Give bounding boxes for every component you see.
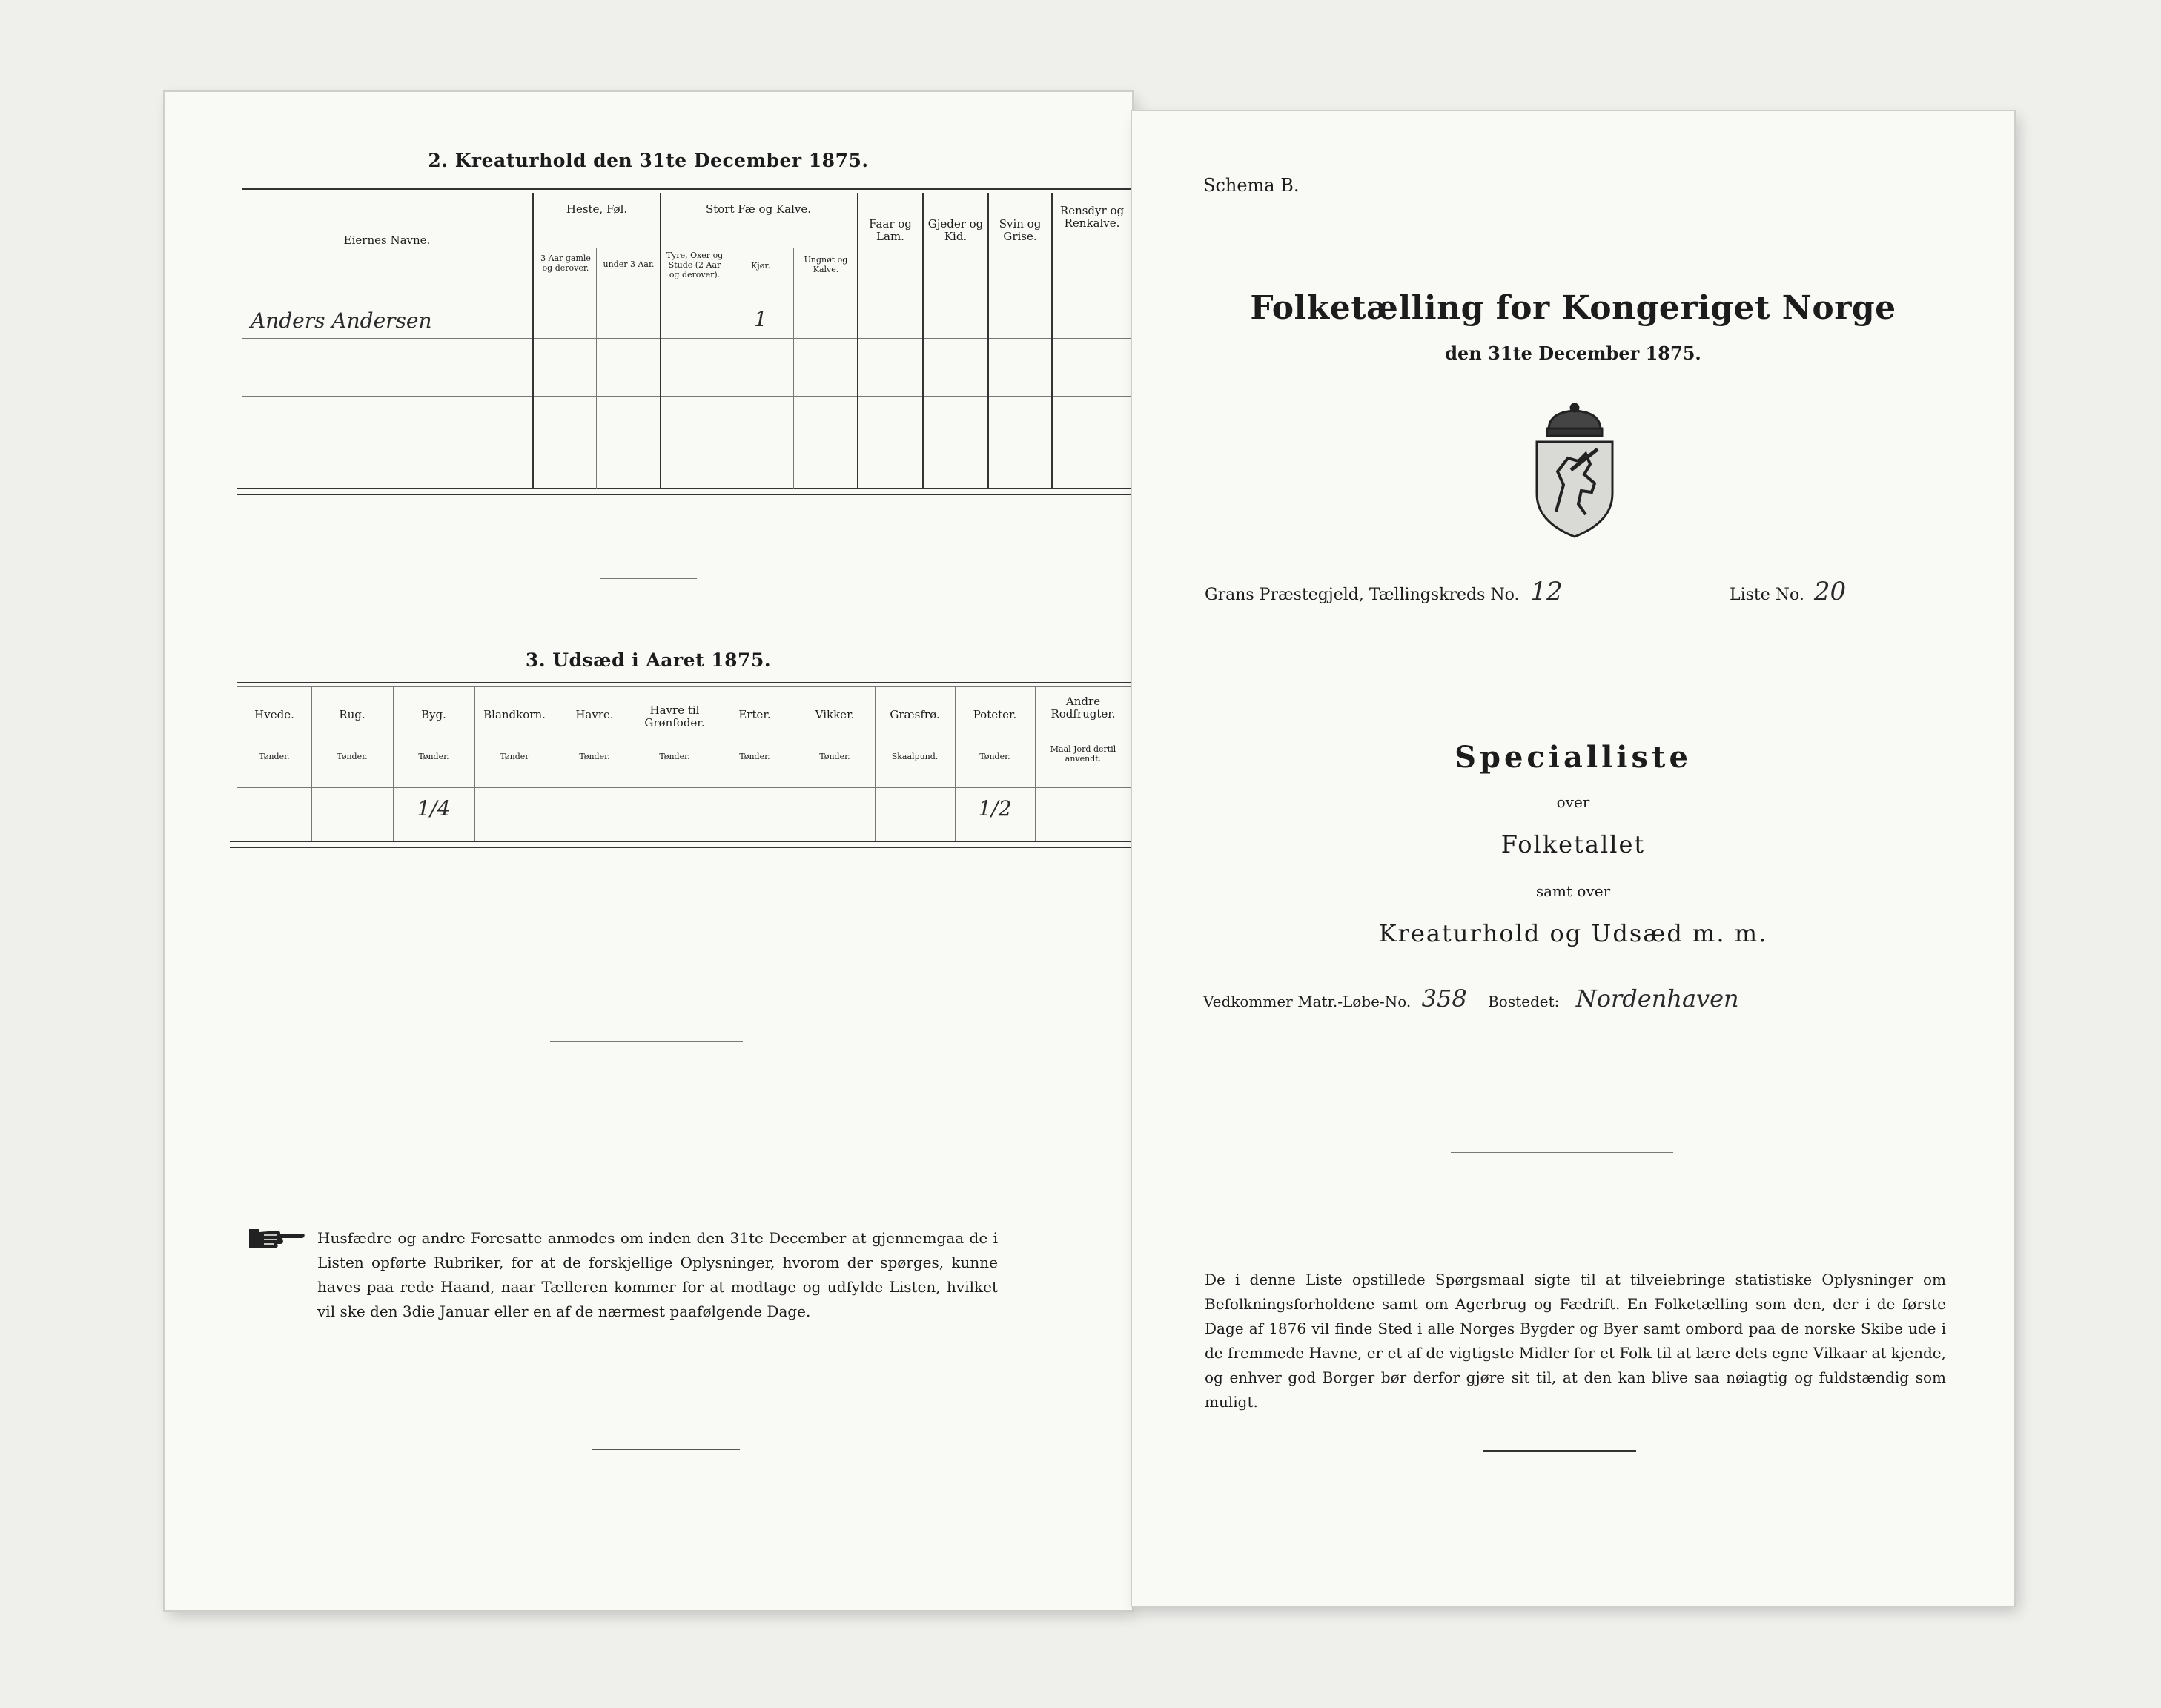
col-cattle-sub1: Tyre, Oxer og Stude (2 Aar og derover). xyxy=(666,251,724,280)
seed-col-unit: Tønder. xyxy=(739,752,770,761)
seed-value-byg: 1/4 xyxy=(417,796,451,821)
cows-cell: 1 xyxy=(754,307,767,331)
list-line xyxy=(1730,577,1846,606)
over-label: over xyxy=(1556,793,1590,811)
list-label: Liste No. xyxy=(1730,586,1804,604)
col-reindeer-header: Rensdyr og Renkalve. xyxy=(1059,204,1125,231)
pointing-hand-icon xyxy=(248,1225,305,1254)
owner-name-cell: Anders Andersen xyxy=(251,308,432,333)
table-rule xyxy=(793,248,794,489)
district-number: 12 xyxy=(1530,577,1563,606)
table-rule xyxy=(242,188,1131,190)
seed-col-unit: Tønder. xyxy=(979,752,1010,761)
table-rule xyxy=(237,488,1131,489)
seed-col-unit: Tønder. xyxy=(579,752,610,761)
separator xyxy=(550,1041,743,1042)
col-horses-sub2: under 3 Aar. xyxy=(603,259,655,269)
table-rule xyxy=(532,193,534,489)
seed-col-unit: Tønder xyxy=(500,752,529,761)
table-rule xyxy=(660,193,661,489)
seed-col-unit: Tønder. xyxy=(659,752,690,761)
seed-col-name: Hvede. xyxy=(254,708,294,721)
seed-col-name: Havre. xyxy=(575,708,614,721)
seed-col-unit: Tønder. xyxy=(259,752,290,761)
table-rule xyxy=(237,686,1131,687)
seed-col-name: Poteter. xyxy=(973,708,1017,721)
bostedet-value: Nordenhaven xyxy=(1575,984,1739,1013)
col-sheep-header: Faar og Lam. xyxy=(869,217,912,244)
table-rule xyxy=(237,682,1131,683)
table-rule xyxy=(230,847,1131,848)
seed-col-name: Blandkorn. xyxy=(483,708,546,721)
seed-col-name: Vikker. xyxy=(815,708,855,721)
seed-col-unit: Tønder. xyxy=(819,752,850,761)
col-cattle-sub3: Ungnøt og Kalve. xyxy=(804,255,848,275)
left-page xyxy=(165,92,1132,1610)
samt-over-label: samt over xyxy=(1535,882,1611,900)
table-rule xyxy=(237,494,1131,495)
specialliste-heading: Specialliste xyxy=(1455,740,1692,775)
seed-col-unit: Tønder. xyxy=(337,752,368,761)
col-cattle-header: Stort Fæ og Kalve. xyxy=(705,202,812,216)
parish-line xyxy=(1205,577,1563,606)
seed-value-poteter: 1/2 xyxy=(978,796,1012,821)
separator xyxy=(1483,1450,1636,1452)
seed-col-name: Andre Rodfrugter. xyxy=(1050,695,1116,721)
separator xyxy=(592,1449,740,1450)
seed-col-name: Græsfrø. xyxy=(890,708,940,721)
separator xyxy=(600,578,697,579)
table-rule xyxy=(237,787,1131,788)
right-page xyxy=(1132,111,2014,1606)
schema-label: Schema B. xyxy=(1203,175,1300,196)
seed-col-unit: Skaalpund. xyxy=(891,752,939,761)
seed-col-name: Rug. xyxy=(339,708,365,721)
seed-col-name: Byg. xyxy=(421,708,446,721)
seed-col-unit: Maal Jord dertil anvendt. xyxy=(1050,744,1116,764)
seed-col-unit: Tønder. xyxy=(418,752,449,761)
bostedet-label: Bostedet: xyxy=(1488,993,1560,1010)
col-owner-header: Eiernes Navne. xyxy=(343,234,431,247)
col-pigs-header: Svin og Grise. xyxy=(999,217,1042,244)
seed-col-name: Havre til Grønfoder. xyxy=(644,704,705,730)
col-cattle-sub2: Kjør. xyxy=(751,261,770,271)
livestock-section-title: 2. Kreaturhold den 31te December 1875. xyxy=(428,150,869,171)
col-horses-sub1: 3 Aar gamle og derover. xyxy=(540,254,591,274)
matr-label: Vedkommer Matr.-Løbe-No. xyxy=(1203,993,1412,1010)
parish-label: Grans Præstegjeld, Tællingskreds No. xyxy=(1205,586,1520,604)
folketallet-heading: Folketallet xyxy=(1500,830,1646,858)
census-date: den 31te December 1875. xyxy=(1445,342,1701,364)
col-goats-header: Gjeder og Kid. xyxy=(927,217,984,244)
coat-of-arms-icon xyxy=(1526,403,1623,544)
footer-text: De i denne Liste opstillede Spørgsmaal sigte til at tilveiebringe statistiske Oplysninger om Befolkningsforholdene samt om Agerbrug og Fædrift. En Folketælling som den, der i de første Dage af 1876 vil finde Sted i alle Norges Bygder og Byer samt ombord paa de norske Skibe ude i de fremmede Havne, er et af de vigtigste Midler for et Folk til at lære dets egne Vilkaar at kjende, og enhver god Borger bør derfor gjøre sit til, at den kan blive saa nøiagtig og fuldstændig som muligt. xyxy=(1205,1271,1946,1411)
census-title: Folketælling for Kongeriget Norge xyxy=(1250,289,1896,327)
table-rule xyxy=(242,338,1131,339)
list-number: 20 xyxy=(1813,577,1847,606)
matr-number: 358 xyxy=(1421,984,1467,1013)
table-rule xyxy=(242,396,1131,397)
notice-text: Husfædre og andre Foresatte anmodes om inden den 31te December at gjennemgaa de i Listen opførte Rubriker, for at de forskjellige Oplysninger, hvorom der spørges, kunne haves paa rede Haand, naar Tælleren kommer for at modtage og udfylde Listen, hvilket vil ske den 3die Januar eller en af de nærmest paafølgende Dage. xyxy=(317,1229,998,1320)
table-rule xyxy=(230,841,1131,842)
table-rule xyxy=(596,248,597,489)
kreaturhold-heading: Kreaturhold og Udsæd m. m. xyxy=(1378,919,1768,947)
table-rule xyxy=(1051,193,1053,489)
seed-section-title: 3. Udsæd i Aaret 1875. xyxy=(525,649,772,671)
separator xyxy=(1451,1152,1673,1153)
col-horses-header: Heste, Føl. xyxy=(566,202,628,216)
seed-col-name: Erter. xyxy=(738,708,771,721)
matr-line xyxy=(1203,984,1739,1013)
